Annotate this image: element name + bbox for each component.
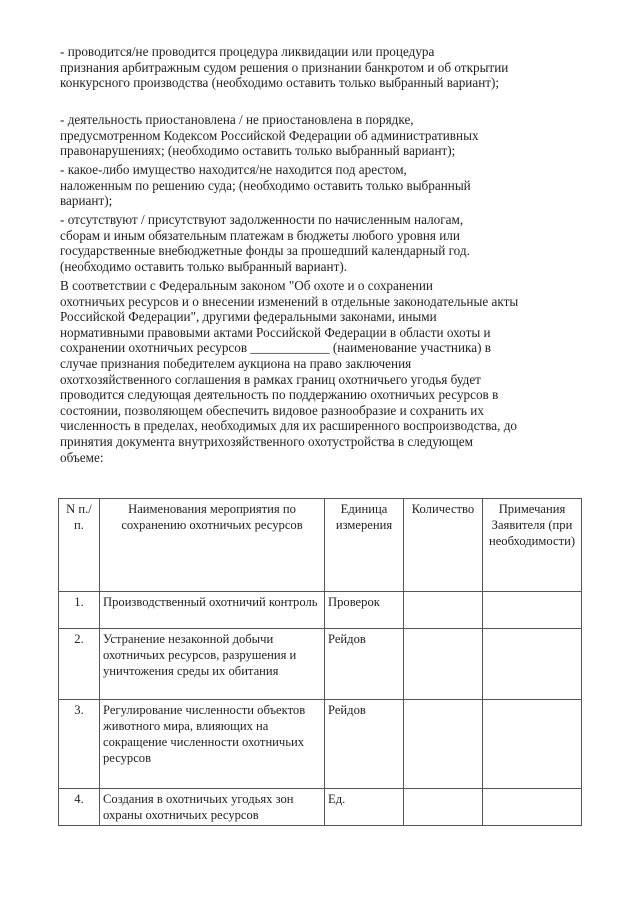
paragraph-federal-law	[60, 278, 598, 465]
text-line: охотничьих ресурсов и о внесении изменений в отдельные законодательные акты	[60, 293, 519, 309]
text-line: численность в пределах, необходимых для их расширенного воспроизводства, до	[60, 418, 518, 434]
text-line: случае признания победителем аукциона на право заключения	[60, 355, 412, 371]
text-line: признания арбитражным судом решения о признании банкротом и об открытии	[60, 59, 509, 75]
cell-notes	[483, 700, 582, 789]
paragraph-suspension	[60, 112, 598, 159]
cell-number: 2.	[59, 629, 100, 700]
cell-number: 1.	[59, 592, 100, 629]
cell-measure-name: Создания в охотничьих угодьях зон охраны охотничьих ресурсов	[100, 789, 325, 826]
text-line: - деятельность приостановлена / не приостановлена в порядке,	[60, 112, 414, 127]
paragraph-debts	[60, 212, 598, 274]
text-line: наложенным по решению суда; (необходимо оставить только выбранный	[60, 177, 471, 193]
text-line: правонарушениях; (необходимо оставить только выбранный вариант);	[60, 143, 456, 159]
text-line: - проводится/не проводится процедура ликвидации или процедура	[60, 44, 435, 59]
cell-unit: Ед.	[325, 789, 404, 826]
table-row	[59, 592, 582, 629]
cell-quantity	[404, 789, 483, 826]
cell-notes	[483, 592, 582, 629]
cell-measure-name: Регулирование численности объектов животного мира, влияющих на сокращение численности охотничьих ресурсов	[100, 700, 325, 789]
header-number: N п./п.	[59, 499, 100, 592]
table-row	[59, 789, 582, 826]
text-line: государственные внебюджетные фонды за прошедший календарный год.	[60, 243, 470, 259]
measures-table	[58, 498, 582, 826]
text-line: сборам и иным обязательным платежам в бюджеты любого уровня или	[60, 227, 460, 243]
header-unit: Единица измерения	[325, 499, 404, 592]
table-header-row	[59, 499, 582, 592]
cell-measure-name: Производственный охотничий контроль	[100, 592, 325, 629]
text-line: сохранении охотничьих ресурсов ____________ (наименование участника) в	[60, 340, 491, 356]
cell-notes	[483, 789, 582, 826]
text-line: Российской Федерации", другими федеральными законами, иными	[60, 309, 437, 325]
cell-quantity	[404, 592, 483, 629]
cell-unit: Рейдов	[325, 700, 404, 789]
text-line: предусмотренном Кодексом Российской Федерации об административных	[60, 127, 479, 143]
paragraph-arrest	[60, 162, 598, 209]
cell-unit: Проверок	[325, 592, 404, 629]
paragraph-bankruptcy	[60, 44, 598, 91]
text-line: вариант);	[60, 193, 113, 209]
cell-measure-name: Устранение незаконной добычи охотничьих ресурсов, разрушения и уничтожения среды их обитания	[100, 629, 325, 700]
cell-quantity	[404, 700, 483, 789]
cell-number: 4.	[59, 789, 100, 826]
text-line: принятия документа внутрихозяйственного охотустройства в следующем	[60, 433, 474, 449]
cell-notes	[483, 629, 582, 700]
text-line: объеме:	[60, 449, 104, 465]
text-line: проводится следующая деятельность по поддержанию охотничьих ресурсов в	[60, 387, 499, 403]
text-line: конкурсного производства (необходимо оставить только выбранный вариант);	[60, 75, 500, 91]
table-row	[59, 629, 582, 700]
text-line: охотхозяйственного соглашения в рамках границ охотничьего угодья будет	[60, 371, 481, 387]
text-line: - отсутствуют / присутствуют задолженности по начисленным налогам,	[60, 212, 464, 227]
text-line: нормативными правовыми актами Российской Федерации в области охоты и	[60, 324, 491, 340]
text-line: - какое-либо имущество находится/не находится под арестом,	[60, 162, 407, 177]
header-quantity: Количество	[404, 499, 483, 592]
text-line: состоянии, позволяющем обеспечить видовое разнообразие и сохранить их	[60, 402, 484, 418]
header-measure-name: Наименования мероприятия по сохранению охотничьих ресурсов	[100, 499, 325, 592]
table-row	[59, 700, 582, 789]
header-notes: Примечания Заявителя (при необходимости)	[483, 499, 582, 592]
text-line: В соответствии с Федеральным законом "Об охоте и о сохранении	[60, 278, 433, 293]
text-line: (необходимо оставить только выбранный вариант).	[60, 258, 348, 274]
cell-quantity	[404, 629, 483, 700]
cell-unit: Рейдов	[325, 629, 404, 700]
cell-number: 3.	[59, 700, 100, 789]
